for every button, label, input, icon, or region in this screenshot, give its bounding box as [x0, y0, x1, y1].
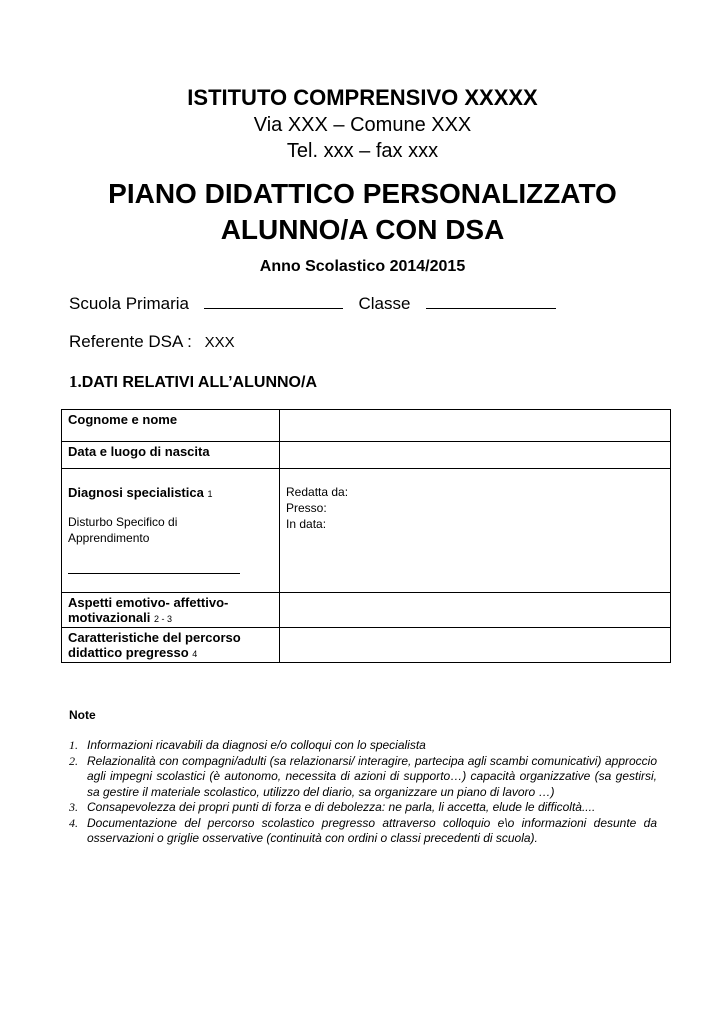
- aspetti-cell: [62, 593, 280, 628]
- section-number: 1.: [69, 372, 82, 391]
- scuola-blank-field[interactable]: [204, 293, 343, 309]
- referente-value: XXX: [204, 334, 235, 351]
- nascita-value-cell[interactable]: [280, 442, 671, 469]
- diagnosi-blank-line[interactable]: [68, 558, 240, 574]
- caratteristiche-cell: [62, 628, 280, 663]
- note-number: 3.: [69, 800, 78, 814]
- institute-contacts: Tel. xxx – fax xxx: [286, 140, 439, 162]
- cognome-value-cell[interactable]: [280, 410, 671, 442]
- aspetti-value-cell[interactable]: [280, 593, 671, 628]
- diagnosi-label: Diagnosi specialistica: [68, 485, 204, 500]
- note-number: 1.: [69, 738, 78, 752]
- table-row: [62, 442, 671, 469]
- institute-address: Via XXX – Comune XXX: [253, 114, 472, 136]
- note-item: [69, 816, 657, 847]
- section-title-text: DATI RELATIVI ALL’ALUNNO/A: [81, 374, 317, 391]
- note-item: [69, 754, 657, 801]
- classe-label: Classe: [358, 294, 411, 313]
- note-item: [69, 738, 657, 754]
- disturbo-label: Disturbo Specifico di Apprendimento: [68, 515, 178, 545]
- notes-title: Note: [69, 708, 96, 722]
- scuola-label: Scuola Primaria: [69, 294, 189, 313]
- school-year: Anno Scolastico 2014/2015: [259, 258, 466, 275]
- note-item: [69, 800, 657, 816]
- diagnosi-cell: [62, 469, 280, 593]
- title-line-2: ALUNNO/A CON DSA: [220, 214, 505, 245]
- referente-row: [69, 332, 235, 352]
- document-header: [0, 84, 725, 164]
- classe-blank-field[interactable]: [426, 293, 556, 309]
- nascita-label: Data e luogo di nascita: [62, 442, 280, 469]
- table-row: [62, 469, 671, 593]
- note-text: Relazionalità con compagni/adulti (sa relazionarsi/ interagire, partecipa agli scambi comunicativi) approccio agli impegni scolastici (è autonomo, necessita di azioni di supporto…) capacità organizzative (sa gestirsi, sa gestire il materiale scolastico, utilizzo del diario, sa organizzare un piano di lavoro …): [87, 753, 657, 799]
- diagnosi-value-cell[interactable]: [280, 469, 671, 593]
- student-data-table: [61, 409, 671, 663]
- redatta-label: Redatta da:: [286, 485, 349, 499]
- note-text: Documentazione del percorso scolastico pregresso attraverso colloquio e\o informazioni desunte da osservazioni o griglie osservative (continuità con ordini o classi precedenti di scuola).: [87, 815, 657, 845]
- title-line-1: PIANO DIDATTICO PERSONALIZZATO: [108, 178, 617, 209]
- table-row: [62, 593, 671, 628]
- section-title: [69, 372, 317, 392]
- presso-label: Presso:: [286, 501, 327, 515]
- note-number: 2.: [69, 753, 78, 768]
- caratteristiche-value-cell[interactable]: [280, 628, 671, 663]
- diagnosi-note-ref: 1: [207, 489, 213, 499]
- aspetti-note-ref: 2 - 3: [153, 614, 172, 624]
- scuola-classe-row: [69, 293, 556, 314]
- table-row: [62, 410, 671, 442]
- note-number: 4.: [69, 815, 78, 830]
- notes-list: [69, 738, 657, 847]
- institute-name: ISTITUTO COMPRENSIVO XXXXX: [187, 85, 538, 110]
- document-title: [0, 176, 725, 248]
- in-data-label: In data:: [286, 517, 327, 531]
- caratteristiche-label: Caratteristiche del percorso didattico pregresso: [68, 630, 241, 660]
- referente-label: Referente DSA :: [69, 332, 192, 351]
- note-text: Consapevolezza dei propri punti di forza e di debolezza: ne parla, li accetta, elude le difficoltà....: [87, 800, 596, 814]
- aspetti-label: Aspetti emotivo- affettivo-motivazionali: [68, 595, 229, 625]
- note-text: Informazioni ricavabili da diagnosi e/o colloqui con lo specialista: [87, 738, 426, 752]
- cognome-label: Cognome e nome: [62, 410, 280, 442]
- table-row: [62, 628, 671, 663]
- caratteristiche-note-ref: 4: [192, 649, 198, 659]
